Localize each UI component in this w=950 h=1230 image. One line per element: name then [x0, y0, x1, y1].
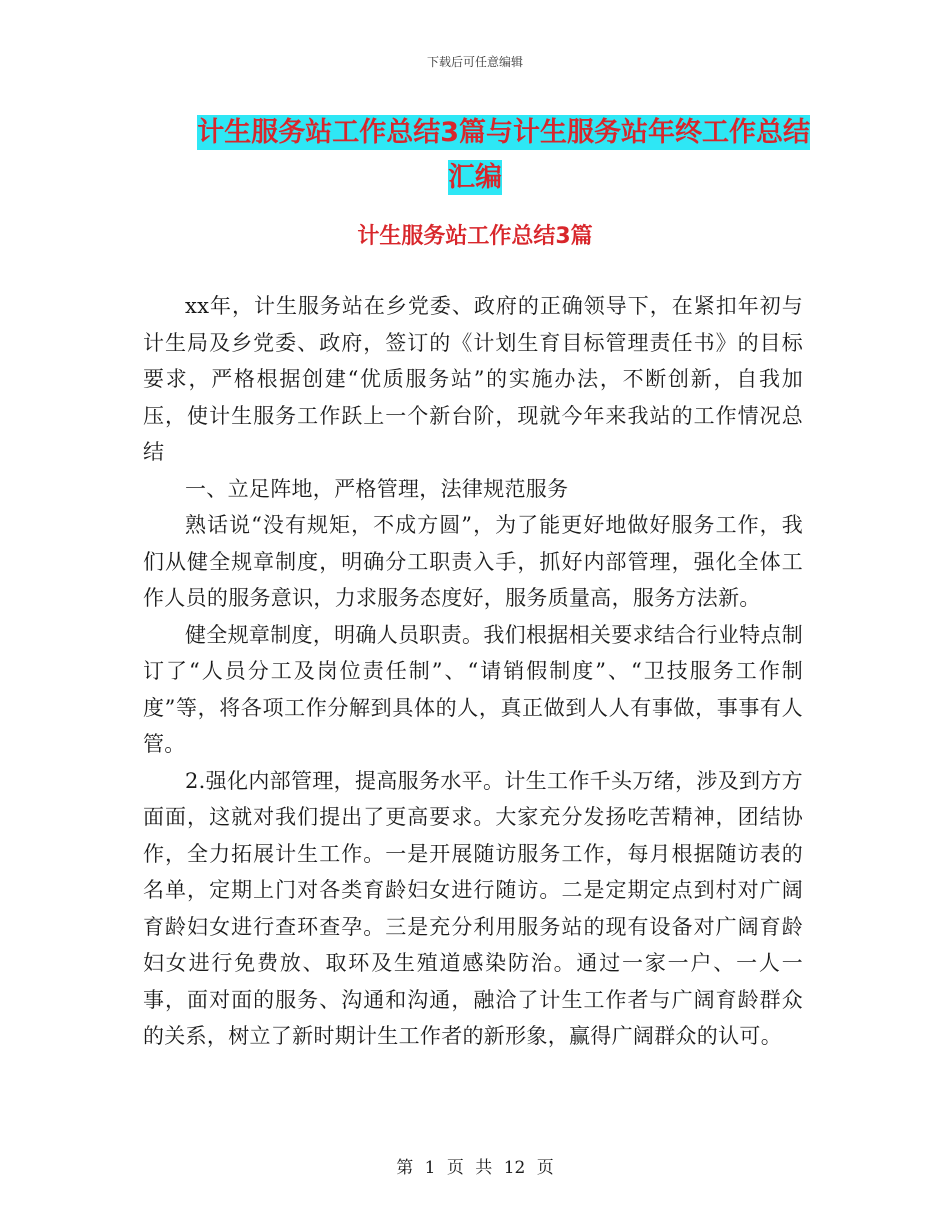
- paragraph: 健全规章制度，明确人员职责。我们根据相关要求结合行业特点制订了“人员分工及岗位责任制”、“请销假制度”、“卫技服务工作制度”等，将各项工作分解到具体的人，真正做到人人有事做，事事有人管。: [143, 622, 803, 756]
- document-body: [143, 288, 803, 1055]
- document-title-line-1: 计生服务站工作总结3篇与计生服务站年终工作总结: [197, 117, 810, 148]
- paragraph: 熟话说“没有规矩，不成方圆”，为了能更好地做好服务工作，我们从健全规章制度，明确分工职责入手，抓好内部管理，强化全体工作人员的服务意识，力求服务态度好，服务质量高，服务方法新。: [143, 513, 803, 610]
- paragraph: 2.强化内部管理，提高服务水平。计生工作千头万绪，涉及到方方面面，这就对我们提出了更高要求。大家充分发扬吃苦精神，团结协作，全力拓展计生工作。一是开展随访服务工作，每月根据随访表的名单，定期上门对各类育龄妇女进行随访。二是定期定点到村对广阔育龄妇女进行查环查孕。三是充分利用服务站的现有设备对广阔育龄妇女进行免费放、取环及生殖道感染防治。通过一家一户、一人一事，面对面的服务、沟通和沟通，融洽了计生工作者与广阔育龄群众的关系，树立了新时期计生工作者的新形象，赢得广阔群众的认可。: [143, 768, 803, 1048]
- document-title-line-2: 汇编: [448, 162, 502, 193]
- document-title: [140, 110, 810, 200]
- page-number-footer: 第 1 页 共 12 页: [396, 1158, 554, 1178]
- header-note: 下载后可任意编辑: [426, 55, 523, 69]
- section-title: 计生服务站工作总结3篇: [357, 224, 593, 249]
- paragraph-heading-1: 一、立足阵地，严格管理，法律规范服务: [185, 476, 569, 501]
- paragraph-intro: xx年，计生服务站在乡党委、政府的正确领导下，在紧扣年初与计生局及乡党委、政府，签订的《计划生育目标管理责任书》的目标要求，严格根据创建“优质服务站”的实施办法，不断创新，自我加压，使计生服务工作跃上一个新台阶，现就今年来我站的工作情况总结: [143, 294, 803, 464]
